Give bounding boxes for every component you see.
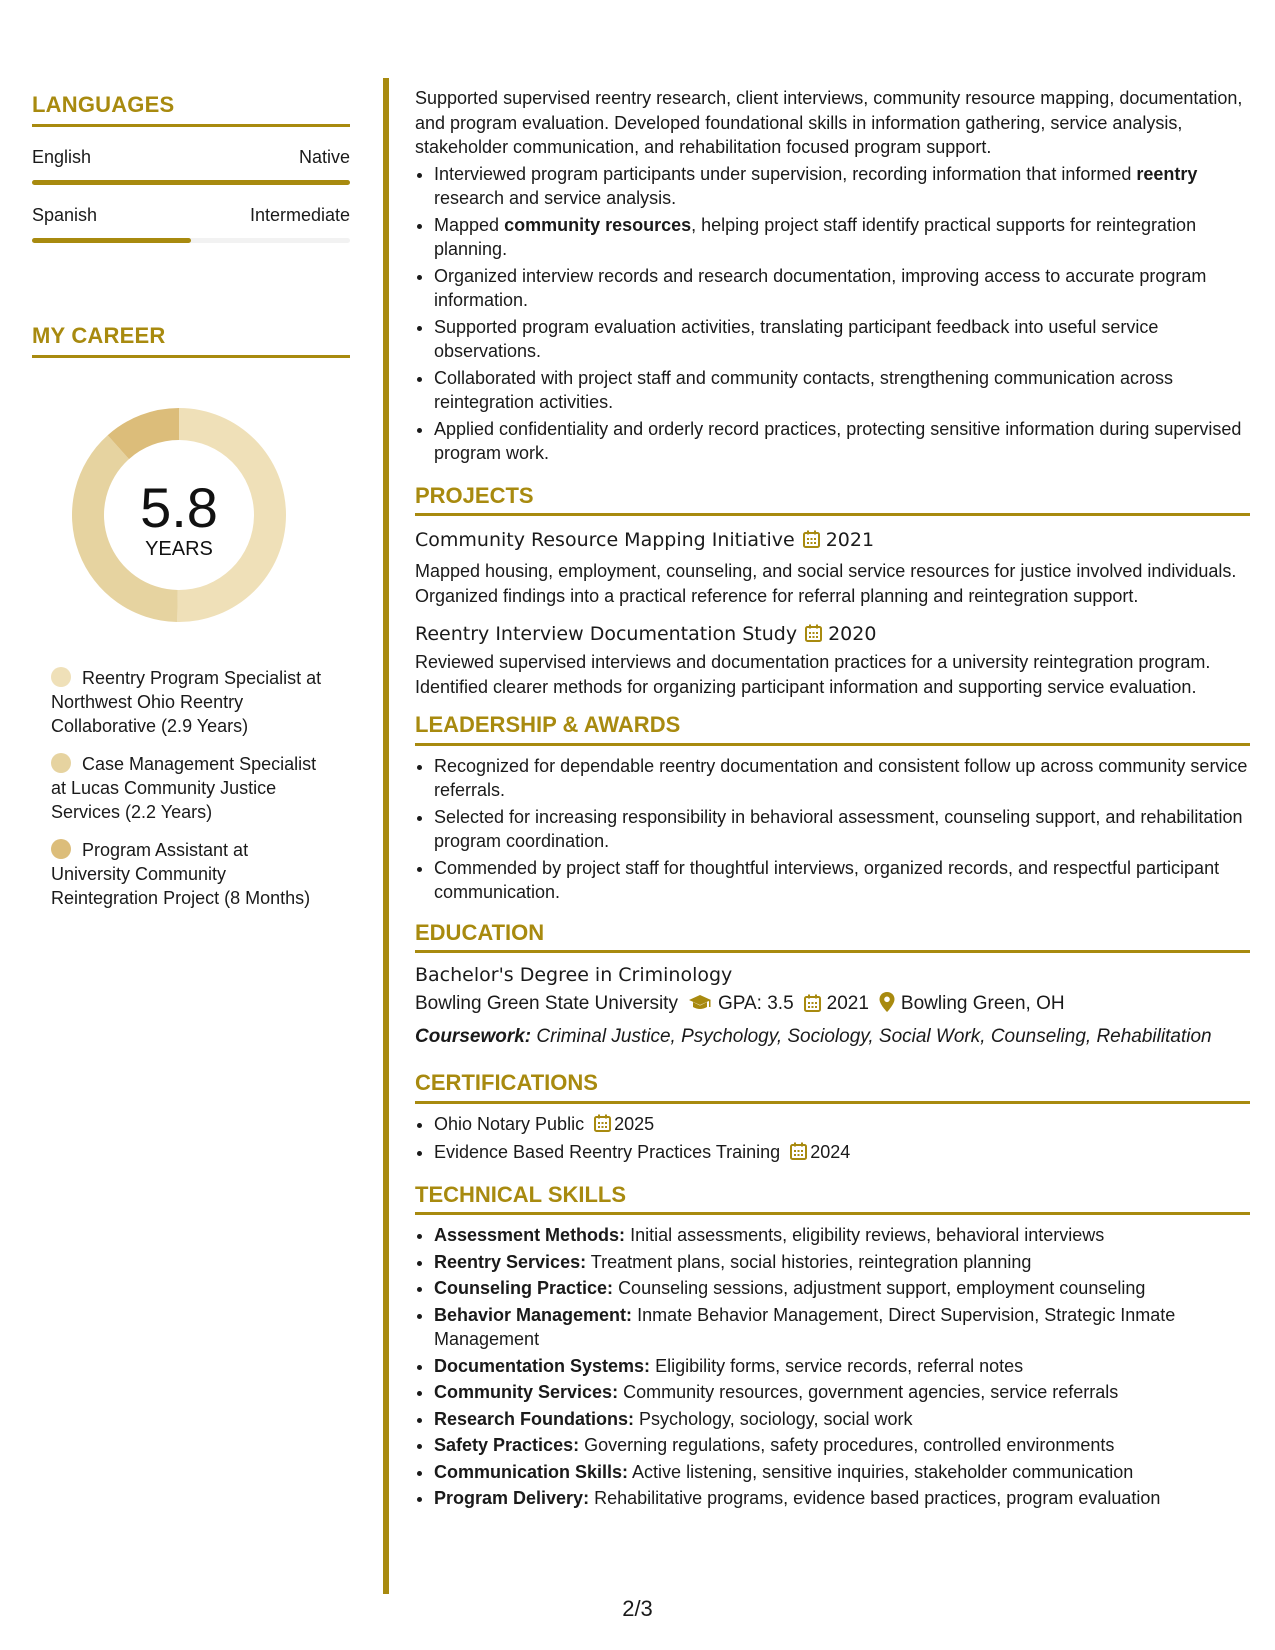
certifications-heading: CERTIFICATIONS (415, 1071, 1250, 1104)
language-level: Native (298, 147, 350, 167)
bullet-text: Interviewed program participants under supervision, recording information that informed (434, 163, 1137, 184)
coursework-label: Coursework: (415, 1026, 532, 1047)
bullet-text: Applied confidentiality and orderly record practices, protecting sensitive information during supervised program work. (434, 418, 1242, 463)
language-proficiency-bar (32, 180, 350, 185)
language-proficiency-fill (32, 180, 350, 185)
calendar-icon (805, 622, 822, 650)
location-pin-icon (879, 992, 895, 1022)
career-legend-item (51, 666, 331, 738)
skill-item (434, 1380, 1250, 1405)
bullet-text: Supported program evaluation activities, translating participant feedback into useful service observations. (434, 316, 1159, 361)
legend-dot-icon (51, 753, 71, 773)
donut-center (64, 400, 294, 630)
career-legend (51, 666, 331, 910)
calendar-icon (790, 1142, 807, 1167)
main-content (415, 86, 1250, 1513)
sidebar (32, 92, 350, 924)
career-heading: MY CAREER (32, 323, 350, 358)
skill-item (434, 1250, 1250, 1275)
career-total-unit: YEARS (145, 538, 213, 560)
career-legend-item (51, 752, 331, 824)
projects-heading: PROJECTS (415, 484, 1250, 517)
experience-bullets (415, 162, 1250, 466)
language-name: Spanish (32, 205, 98, 225)
bullet-text: , helping project staff identify practical supports for reintegration planning. (434, 214, 1197, 259)
education-school: Bowling Green State University (415, 993, 678, 1014)
leadership-item: • Commended by project staff for thoughtful interviews, organized records, and respectful participant communication. (434, 856, 1250, 905)
language-item (32, 205, 350, 243)
skill-text: Inmate Behavior Management, Direct Supervision, Strategic Inmate Management (434, 1304, 1176, 1349)
language-proficiency-bar (32, 238, 350, 243)
leadership-item: • Selected for increasing responsibility in behavioral assessment, counseling support, and rehabilitation program coordination. (434, 805, 1250, 854)
skill-text: Community resources, government agencies, service referrals (623, 1382, 1119, 1402)
bullet-keyword: reentry (1136, 163, 1198, 184)
skill-label: Safety Practices: (434, 1435, 580, 1455)
certifications-list (415, 1112, 1250, 1167)
skill-label: Assessment Methods: (434, 1225, 626, 1245)
experience-bullet (434, 417, 1250, 466)
skill-item (434, 1276, 1250, 1301)
skills-heading: TECHNICAL SKILLS (415, 1183, 1250, 1216)
certification-year: 2025 (614, 1113, 655, 1134)
skill-label: Reentry Services: (434, 1251, 587, 1272)
project-item (415, 620, 1250, 699)
education-gpa: GPA: 3.5 (717, 993, 794, 1014)
certification-name: Ohio Notary Public (434, 1113, 585, 1134)
experience-bullet (434, 264, 1250, 313)
skill-item (434, 1354, 1250, 1379)
leadership-heading: LEADERSHIP & AWARDS (415, 713, 1250, 746)
project-name: Reentry Interview Documentation Study (415, 623, 798, 645)
graduation-cap-icon (688, 992, 712, 1022)
career-total-years: 5.8 (140, 476, 218, 539)
project-description: Reviewed supervised interviews and documentation practices for a university reintegration program. Identified clearer methods for organizing participant information and supporting service evaluation. (415, 652, 1211, 697)
skill-item (434, 1433, 1250, 1458)
career-legend-item (51, 838, 331, 910)
page-number: 2/3 (622, 1596, 653, 1621)
column-divider (383, 78, 389, 1594)
language-proficiency-fill (32, 238, 191, 243)
education-degree: Bachelor's Degree in Criminology (415, 964, 733, 986)
skill-text: Governing regulations, safety procedures, controlled environments (584, 1435, 1115, 1455)
skill-text: Eligibility forms, service records, referral notes (655, 1355, 1024, 1376)
project-item (415, 526, 1250, 608)
language-item (32, 147, 350, 185)
experience-bullet (434, 366, 1250, 415)
skill-text: Treatment plans, social histories, reintegration planning (590, 1251, 1032, 1272)
experience-bullet (434, 315, 1250, 364)
education-year: 2021 (826, 993, 869, 1014)
skill-label: Counseling Practice: (434, 1278, 614, 1298)
skill-item (434, 1486, 1250, 1511)
skills-list (415, 1223, 1250, 1511)
project-description: Mapped housing, employment, counseling, and social service resources for justice involved individuals. Organized findings into a practical reference for referral planning and reintegration support. (415, 561, 1237, 606)
bullet-keyword: community resources (504, 214, 692, 235)
experience-summary: Supported supervised reentry research, client interviews, community resource mapping, documentation, and program evaluation. Developed foundational skills in information gathering, service analysis, stakeholder communication, and rehabilitation focused program support. (415, 88, 1243, 157)
career-legend-text: Case Management Specialist at Lucas Community Justice Services (2.2 Years) (51, 754, 317, 822)
skill-text: Initial assessments, eligibility reviews, behavioral interviews (630, 1225, 1105, 1245)
skill-text: Counseling sessions, adjustment support, employment counseling (618, 1278, 1146, 1298)
calendar-icon (804, 992, 821, 1022)
skill-label: Community Services: (434, 1382, 619, 1402)
certification-item (434, 1112, 1250, 1139)
experience-bullet (434, 213, 1250, 262)
bullet-text: Organized interview records and research documentation, improving access to accurate program information. (434, 265, 1207, 310)
language-level: Intermediate (249, 205, 350, 225)
career-legend-text: Program Assistant at University Community Reintegration Project (8 Months) (51, 840, 311, 908)
education-coursework (415, 1024, 1250, 1049)
coursework-list: Criminal Justice, Psychology, Sociology, Social Work, Counseling, Rehabilitation (536, 1026, 1212, 1047)
skill-item (434, 1407, 1250, 1432)
education-details (415, 989, 1250, 1022)
skill-text: Rehabilitative programs, evidence based practices, program evaluation (594, 1488, 1161, 1508)
skill-text: Psychology, sociology, social work (639, 1408, 913, 1429)
legend-dot-icon (51, 839, 71, 859)
project-year: 2021 (825, 529, 875, 551)
skill-label: Program Delivery: (434, 1488, 590, 1508)
skill-label: Research Foundations: (434, 1408, 635, 1429)
skill-text: Active listening, sensitive inquiries, stakeholder communication (632, 1461, 1134, 1482)
leadership-list (415, 754, 1250, 905)
education-location: Bowling Green, OH (900, 993, 1065, 1014)
skill-label: Behavior Management: (434, 1304, 633, 1325)
certification-name: Evidence Based Reentry Practices Training (434, 1142, 781, 1162)
languages-heading: LANGUAGES (32, 92, 350, 127)
skill-item (434, 1303, 1250, 1352)
skill-label: Documentation Systems: (434, 1355, 651, 1376)
project-name: Community Resource Mapping Initiative (415, 529, 795, 551)
experience-bullet (434, 162, 1250, 211)
education-heading: EDUCATION (415, 921, 1250, 954)
calendar-icon (594, 1114, 611, 1139)
legend-dot-icon (51, 667, 71, 687)
bullet-text: Mapped (434, 214, 505, 235)
calendar-icon (803, 528, 820, 556)
bullet-text: research and service analysis. (434, 188, 677, 208)
skill-item (434, 1460, 1250, 1485)
skill-label: Communication Skills: (434, 1461, 629, 1482)
bullet-text: Collaborated with project staff and community contacts, strengthening communication across reintegration activities. (434, 367, 1174, 412)
career-donut-chart (64, 400, 294, 630)
certification-item (434, 1140, 1250, 1167)
skill-item (434, 1223, 1250, 1248)
certification-year: 2024 (810, 1142, 851, 1162)
leadership-item: • Recognized for dependable reentry documentation and consistent follow up across community service referrals. (434, 754, 1250, 803)
language-name: English (32, 147, 92, 167)
project-year: 2020 (828, 623, 877, 645)
career-legend-text: Reentry Program Specialist at Northwest Ohio Reentry Collaborative (2.9 Years) (51, 668, 322, 736)
